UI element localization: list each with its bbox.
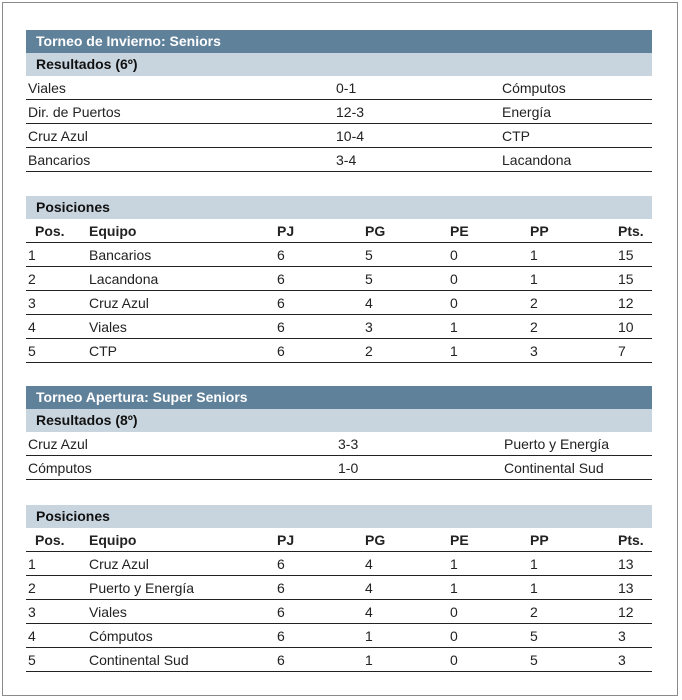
points: 7 — [618, 343, 626, 359]
played: 6 — [277, 343, 285, 359]
lost: 5 — [530, 628, 538, 644]
score: 3-4 — [336, 152, 357, 168]
header-pj: PJ — [277, 532, 295, 548]
points: 13 — [618, 580, 634, 596]
position: 2 — [28, 271, 36, 287]
won: 2 — [365, 343, 373, 359]
tournament-title: Torneo Apertura: Super Seniors — [26, 386, 652, 409]
team-name: Cruz Azul — [89, 295, 149, 311]
score: 1-0 — [338, 460, 359, 476]
lost: 3 — [530, 343, 538, 359]
position: 5 — [28, 652, 36, 668]
won: 3 — [365, 319, 373, 335]
result-row — [26, 76, 652, 100]
points: 10 — [618, 319, 634, 335]
played: 6 — [277, 556, 285, 572]
home-team: Cruz Azul — [28, 436, 88, 452]
played: 6 — [277, 652, 285, 668]
won: 4 — [365, 604, 373, 620]
seniors-standings-section — [26, 196, 652, 363]
standings-row — [26, 291, 652, 315]
standings-heading: Posiciones — [26, 196, 652, 219]
header-pe: PE — [450, 223, 469, 239]
drawn: 0 — [450, 604, 458, 620]
standings-heading: Posiciones — [26, 505, 652, 528]
result-row — [26, 100, 652, 124]
home-team: Cruz Azul — [28, 128, 88, 144]
result-row — [26, 124, 652, 148]
lost: 1 — [530, 556, 538, 572]
standings-row — [26, 624, 652, 648]
position: 3 — [28, 295, 36, 311]
result-row — [26, 432, 652, 456]
lost: 2 — [530, 295, 538, 311]
position: 5 — [28, 343, 36, 359]
team-name: Cómputos — [89, 628, 153, 644]
position: 2 — [28, 580, 36, 596]
won: 5 — [365, 247, 373, 263]
away-team: Cómputos — [502, 80, 566, 96]
lost: 1 — [530, 580, 538, 596]
score: 3-3 — [338, 436, 359, 452]
header-pg: PG — [365, 532, 386, 548]
standings-row — [26, 315, 652, 339]
won: 4 — [365, 580, 373, 596]
standings-row — [26, 243, 652, 267]
away-team: CTP — [502, 128, 530, 144]
header-team: Equipo — [89, 223, 137, 239]
drawn: 1 — [450, 556, 458, 572]
drawn: 1 — [450, 343, 458, 359]
won: 1 — [365, 628, 373, 644]
results-heading: Resultados (6º) — [26, 53, 652, 76]
super-seniors-standings-section — [26, 505, 652, 672]
played: 6 — [277, 580, 285, 596]
away-team: Lacandona — [502, 152, 572, 168]
standings-row — [26, 339, 652, 363]
lost: 1 — [530, 247, 538, 263]
away-team: Energía — [502, 104, 552, 120]
won: 4 — [365, 556, 373, 572]
lost: 5 — [530, 652, 538, 668]
header-pts: Pts. — [618, 223, 644, 239]
played: 6 — [277, 271, 285, 287]
won: 1 — [365, 652, 373, 668]
standings-row — [26, 267, 652, 291]
drawn: 0 — [450, 247, 458, 263]
tournament-title: Torneo de Invierno: Seniors — [26, 30, 652, 53]
standings-header-row — [26, 219, 652, 243]
home-team: Dir. de Puertos — [28, 104, 121, 120]
position: 4 — [28, 319, 36, 335]
position: 4 — [28, 628, 36, 644]
played: 6 — [277, 319, 285, 335]
points: 12 — [618, 295, 634, 311]
team-name: Bancarios — [89, 247, 152, 263]
played: 6 — [277, 604, 285, 620]
away-team: Puerto y Energía — [504, 436, 610, 452]
header-team: Equipo — [89, 532, 137, 548]
played: 6 — [277, 247, 285, 263]
team-name: Cruz Azul — [89, 556, 149, 572]
position: 1 — [28, 556, 36, 572]
header-pg: PG — [365, 223, 386, 239]
team-name: CTP — [89, 343, 117, 359]
super-seniors-results-section — [26, 386, 652, 480]
header-pj: PJ — [277, 223, 295, 239]
drawn: 1 — [450, 319, 458, 335]
standings-row — [26, 576, 652, 600]
lost: 2 — [530, 319, 538, 335]
team-name: Viales — [89, 319, 127, 335]
team-name: Puerto y Energía — [89, 580, 195, 596]
points: 13 — [618, 556, 634, 572]
score: 10-4 — [336, 128, 365, 144]
home-team: Cómputos — [28, 460, 92, 476]
points: 15 — [618, 247, 634, 263]
drawn: 0 — [450, 628, 458, 644]
drawn: 0 — [450, 271, 458, 287]
won: 4 — [365, 295, 373, 311]
team-name: Lacandona — [89, 271, 159, 287]
standings-row — [26, 552, 652, 576]
header-pts: Pts. — [618, 532, 644, 548]
standings-row — [26, 600, 652, 624]
home-team: Viales — [28, 80, 66, 96]
score: 0-1 — [336, 80, 357, 96]
header-pos: Pos. — [35, 532, 65, 548]
drawn: 0 — [450, 652, 458, 668]
header-pp: PP — [530, 532, 549, 548]
played: 6 — [277, 295, 285, 311]
drawn: 1 — [450, 580, 458, 596]
lost: 2 — [530, 604, 538, 620]
position: 1 — [28, 247, 36, 263]
away-team: Continental Sud — [504, 460, 604, 476]
lost: 1 — [530, 271, 538, 287]
points: 3 — [618, 652, 626, 668]
result-row — [26, 148, 652, 172]
team-name: Continental Sud — [89, 652, 189, 668]
points: 15 — [618, 271, 634, 287]
header-pp: PP — [530, 223, 549, 239]
played: 6 — [277, 628, 285, 644]
standings-header-row — [26, 528, 652, 552]
standings-row — [26, 648, 652, 672]
header-pos: Pos. — [35, 223, 65, 239]
header-pe: PE — [450, 532, 469, 548]
won: 5 — [365, 271, 373, 287]
points: 3 — [618, 628, 626, 644]
results-heading: Resultados (8º) — [26, 409, 652, 432]
result-row — [26, 456, 652, 480]
score: 12-3 — [336, 104, 365, 120]
home-team: Bancarios — [28, 152, 91, 168]
points: 12 — [618, 604, 634, 620]
seniors-results-section — [26, 30, 652, 172]
position: 3 — [28, 604, 36, 620]
team-name: Viales — [89, 604, 127, 620]
drawn: 0 — [450, 295, 458, 311]
